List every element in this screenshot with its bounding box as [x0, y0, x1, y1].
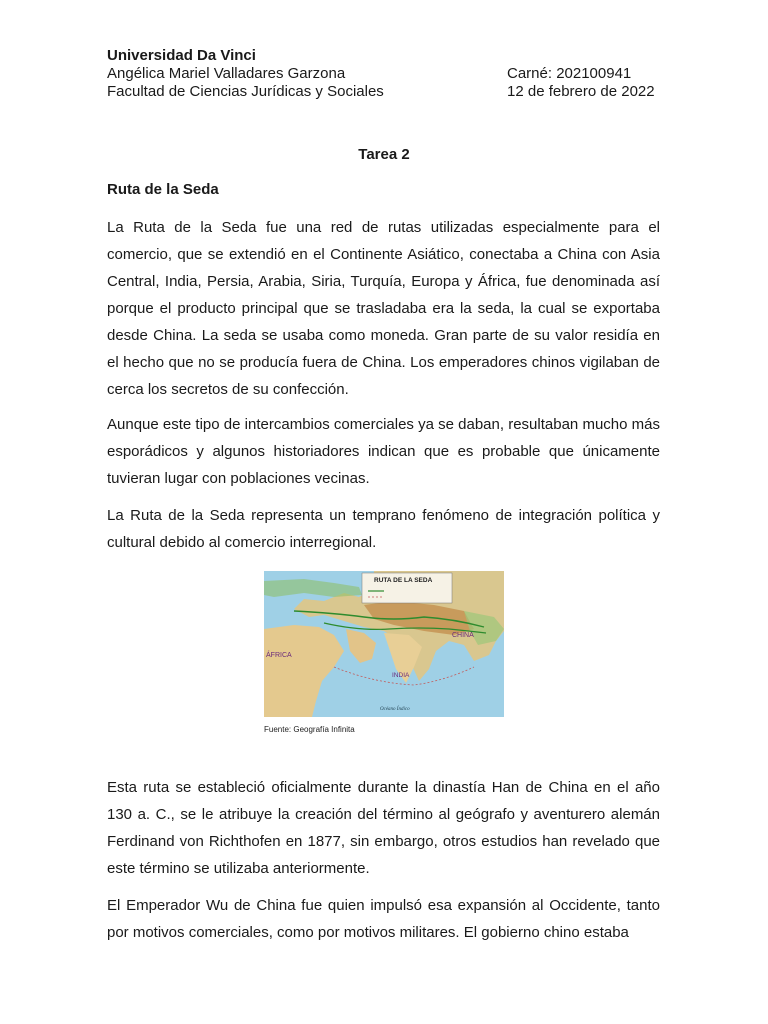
paragraph-3: La Ruta de la Seda representa un temprano fenómeno de integración política y cultural debido al comercio interregional.: [107, 507, 660, 551]
silk-road-map: [264, 571, 504, 717]
paragraph-4: Esta ruta se estableció oficialmente durante la dinastía Han de China en el año 130 a. C., se le atribuye la creación del término al geógrafo y aventurero alemán Ferdinand von Richthofen en 1877, sin embargo, otros estudios han revelado que este término se utilizaba anteriormente.: [107, 779, 660, 877]
map-label-india: INDIA: [392, 672, 410, 679]
map-label-ocean: Océano Índico: [380, 707, 410, 712]
student-id: Carné: 202100941: [507, 65, 632, 82]
paragraph-5: El Emperador Wu de China fue quien impulsó esa expansión al Occidente, tanto por motivos comerciales, como por motivos militares. El gobierno chino estaba: [107, 897, 660, 941]
faculty-name: Facultad de Ciencias Jurídicas y Sociales: [107, 83, 384, 100]
map-label-china: CHINA: [452, 632, 474, 639]
student-name: Angélica Mariel Valladares Garzona: [107, 65, 346, 82]
paragraph-1: La Ruta de la Seda fue una red de rutas utilizadas especialmente para el comercio, que se extendió en el Continente Asiático, conectaba a China con Asia Central, India, Persia, Arabia, Siria, Turquía, Europa y África, fue denominada así porque el producto principal que se trasladaba era la seda, la cual se exportaba desde China. La seda se usaba como moneda. Gran parte de su valor residía en el hecho que no se producía fuera de China. Los emperadores chinos vigilaban de cerca los secretos de su confección.: [107, 219, 660, 398]
map-graphic: [264, 571, 504, 717]
map-label-africa: ÁFRICA: [266, 652, 292, 659]
document-title: Tarea 2: [358, 146, 410, 163]
document-date: 12 de febrero de 2022: [507, 83, 655, 100]
paragraph-2: Aunque este tipo de intercambios comerciales ya se daban, resultaban mucho más esporádicos y algunos historiadores indican que es probable que únicamente tuvieran lugar con poblaciones vecinas.: [107, 416, 660, 487]
section-title: Ruta de la Seda: [107, 181, 219, 198]
figure-caption: Fuente: Geografía Infinita: [264, 725, 355, 734]
map-title: RUTA DE LA SEDA: [374, 577, 433, 584]
university-name: Universidad Da Vinci: [107, 47, 256, 64]
